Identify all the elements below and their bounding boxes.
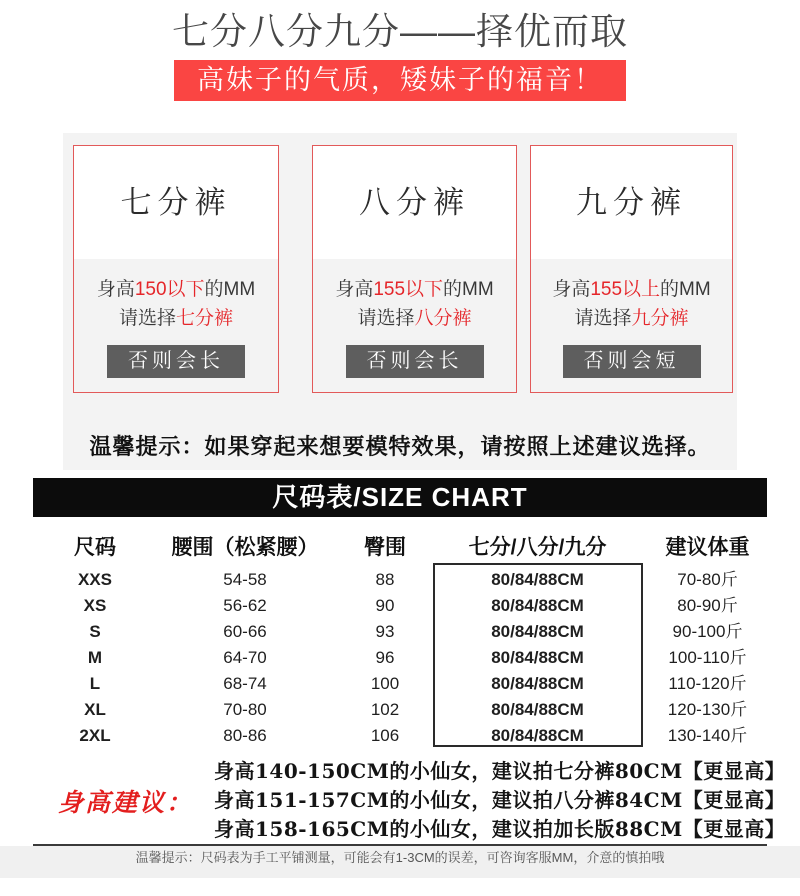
col-hip: 臀围 (364, 536, 406, 559)
cell-lengths: 80/84/88CM (491, 648, 584, 667)
card-title: 九分裤 (531, 146, 732, 259)
card-note-badge: 否则会长 (107, 345, 245, 378)
card-body (313, 259, 516, 378)
cell-size: S (89, 622, 101, 641)
table-row (40, 593, 760, 619)
size-table-body (0, 567, 760, 749)
cell-lengths: 80/84/88CM (491, 674, 584, 693)
cell-size: XS (83, 596, 107, 615)
card-title: 七分裤 (74, 146, 278, 259)
cell-size: XXS (77, 570, 113, 589)
table-row (40, 723, 760, 749)
col-weight: 建议体重 (665, 536, 750, 559)
cell-hip: 106 (370, 726, 400, 745)
card-title: 八分裤 (313, 146, 516, 259)
cell-lengths: 80/84/88CM (491, 726, 584, 745)
table-row (40, 645, 760, 671)
cell-size: L (89, 674, 101, 693)
pants-type-highlight: 八分裤 (414, 308, 472, 329)
cell-size: XL (84, 700, 106, 719)
cell-weight: 100-110斤 (668, 648, 747, 667)
model-effect-tip: 温馨提示：如果穿起来想要模特效果，请按照上述建议选择。 (89, 434, 711, 459)
cell-weight: 70-80斤 (677, 570, 738, 589)
cell-waist: 64-70 (223, 648, 267, 667)
cell-waist: 54-58 (223, 570, 267, 589)
cell-waist: 80-86 (223, 726, 267, 745)
card-height-line: 身高150以下的MM (96, 279, 256, 300)
cell-weight: 90-100斤 (672, 622, 743, 641)
cell-weight: 110-120斤 (668, 674, 747, 693)
cell-lengths: 80/84/88CM (491, 596, 584, 615)
options-panel (63, 133, 737, 470)
table-row (40, 567, 760, 593)
card-body (531, 259, 732, 378)
height-advice-section (0, 757, 800, 845)
height-advice-lines (214, 757, 785, 844)
cell-waist: 68-74 (223, 674, 267, 693)
cell-lengths: 80/84/88CM (491, 570, 584, 589)
card-body (74, 259, 278, 378)
size-table-header (40, 534, 800, 562)
cell-hip: 93 (375, 622, 395, 641)
cell-waist: 70-80 (223, 700, 267, 719)
card-choose-line: 请选择八分裤 (357, 308, 472, 329)
pants-type-highlight: 九分裤 (631, 308, 689, 329)
advice-line: 身高151-157CM的小仙女，建议拍八分裤84CM【更显高】 (214, 788, 786, 812)
cell-weight: 80-90斤 (677, 596, 738, 615)
table-row (40, 697, 760, 723)
size-chart-banner: 尺码表/SIZE CHART (33, 478, 767, 517)
table-row (40, 619, 760, 645)
cell-hip: 96 (375, 648, 395, 667)
cell-hip: 90 (375, 596, 395, 615)
height-range-highlight: 150以下 (134, 279, 205, 300)
card-note-badge: 否则会短 (563, 345, 701, 378)
cell-hip: 100 (370, 674, 400, 693)
cell-weight: 120-130斤 (667, 700, 748, 719)
cell-hip: 102 (370, 700, 400, 719)
col-size: 尺码 (74, 536, 116, 559)
table-row (40, 671, 760, 697)
height-range-highlight: 155以下 (373, 279, 444, 300)
cell-waist: 56-62 (223, 596, 267, 615)
col-waist: 腰围（松紧腰） (171, 536, 319, 559)
card-qifen-pants (73, 145, 279, 393)
cell-waist: 60-66 (223, 622, 267, 641)
card-bafen-pants (312, 145, 517, 393)
cell-lengths: 80/84/88CM (491, 700, 584, 719)
card-choose-line: 请选择七分裤 (118, 308, 234, 329)
card-jiufen-pants (530, 145, 733, 393)
promo-banner: 高妹子的气质，矮妹子的福音！ (174, 60, 626, 101)
card-note-badge: 否则会长 (346, 345, 484, 378)
cell-size: 2XL (79, 726, 111, 745)
cell-hip: 88 (375, 570, 395, 589)
card-height-line: 身高155以上的MM (552, 279, 711, 300)
card-choose-line: 请选择九分裤 (574, 308, 689, 329)
card-height-line: 身高155以下的MM (335, 279, 494, 300)
advice-line: 身高140-150CM的小仙女，建议拍七分裤80CM【更显高】 (214, 759, 786, 783)
col-lengths: 七分/八分/九分 (468, 536, 607, 559)
pants-type-highlight: 七分裤 (176, 308, 234, 329)
page-title: 七分八分九分——择优而取 (172, 11, 628, 52)
cell-lengths: 80/84/88CM (491, 622, 584, 641)
height-advice-label: 身高建议： (58, 788, 194, 817)
cell-weight: 130-140斤 (667, 726, 748, 745)
cell-size: M (87, 648, 103, 667)
advice-line: 身高158-165CM的小仙女，建议拍加长版88CM【更显高】 (214, 817, 786, 841)
height-range-highlight: 155以上 (590, 279, 661, 300)
footer-note: 温馨提示：尺码表为手工平铺测量，可能会有1-3CM的误差，可咨询客服MM，介意的慎拍哦 (0, 846, 800, 878)
